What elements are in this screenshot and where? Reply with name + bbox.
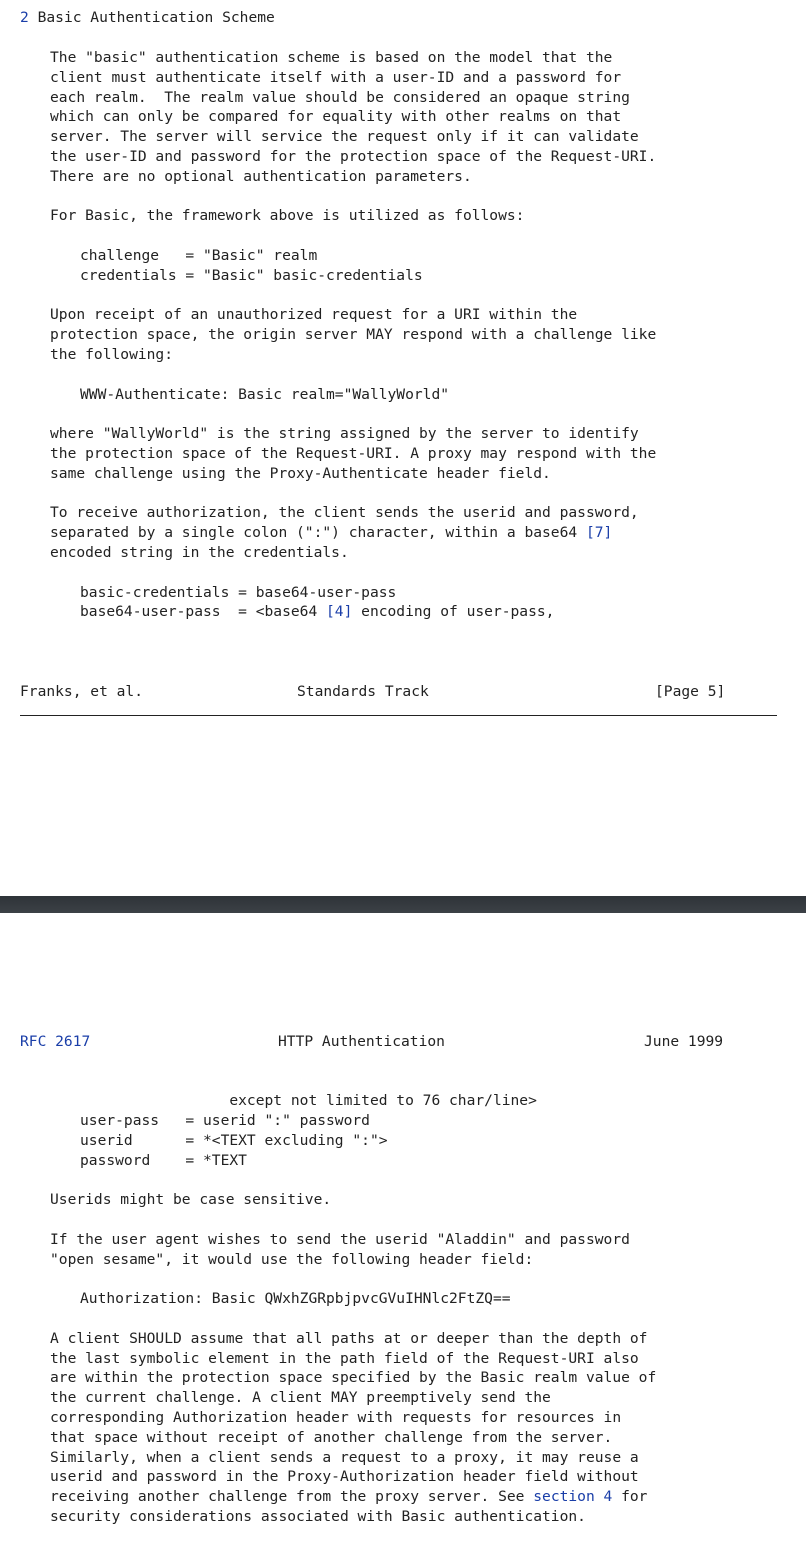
text-line: Similarly, when a client sends a request to a proxy, it may reuse a	[50, 1449, 639, 1466]
text-line	[50, 523, 612, 543]
text-line: Upon receipt of an unauthorized request for a URI within the	[50, 306, 578, 323]
grammar-line: userid = *<TEXT excluding ":">	[80, 1132, 388, 1149]
example-www-authenticate: WWW-Authenticate: Basic realm="WallyWorld"	[80, 386, 450, 403]
text-fragment: base64-user-pass = <base64	[80, 603, 327, 620]
text-line: are within the protection space specified by the Basic realm value of	[50, 1369, 657, 1386]
text-line: "open sesame", it would use the following header field:	[50, 1251, 534, 1268]
text-line: same challenge using the Proxy-Authenticate header field.	[50, 465, 551, 482]
text-line: protection space, the origin server MAY respond with a challenge like	[50, 326, 657, 343]
text-line: userid and password in the Proxy-Authorization header field without	[50, 1468, 639, 1485]
section-4-link[interactable]: section 4	[533, 1488, 613, 1505]
text-line: client must authenticate itself with a user-ID and a password for	[50, 69, 622, 86]
grammar-line: user-pass = userid ":" password	[80, 1112, 370, 1129]
text-fragment: receiving another challenge from the proxy server. See	[50, 1488, 534, 1505]
text-line: corresponding Authorization header with requests for resources in	[50, 1409, 622, 1426]
header-title: HTTP Authentication	[278, 1033, 445, 1050]
text-line: server. The server will service the request only if it can validate	[50, 128, 639, 145]
footer-authors: Franks, et al.	[20, 683, 144, 700]
example-authorization-header: Authorization: Basic QWxhZGRpbjpvcGVuIHNlc2FtZQ==	[80, 1290, 511, 1307]
text-line: the user-ID and password for the protection space of the Request-URI.	[50, 148, 657, 165]
paragraph-framework: For Basic, the framework above is utilized as follows:	[50, 207, 525, 224]
grammar-line: except not limited to 76 char/line>	[80, 1092, 537, 1109]
grammar-line: credentials = "Basic" basic-credentials	[80, 267, 423, 284]
page-break-separator	[0, 896, 806, 913]
reference-link-7[interactable]: [7]	[585, 524, 613, 541]
text-line: the protection space of the Request-URI. A proxy may respond with the	[50, 445, 657, 462]
text-fragment: separated by a single colon (":") character, within a base64	[50, 524, 586, 541]
text-line: where "WallyWorld" is the string assigned by the server to identify	[50, 425, 639, 442]
text-line: which can only be compared for equality with other realms on that	[50, 108, 622, 125]
grammar-line	[80, 602, 554, 622]
text-fragment: encoding of user-pass,	[352, 603, 555, 620]
text-line: A client SHOULD assume that all paths at or deeper than the depth of	[50, 1330, 648, 1347]
footer-page-number: [Page 5]	[655, 683, 726, 700]
text-line: each realm. The realm value should be considered an opaque string	[50, 89, 630, 106]
text-line: There are no optional authentication parameters.	[50, 168, 472, 185]
text-fragment: for	[612, 1488, 648, 1505]
section-number-link[interactable]: 2	[20, 9, 29, 26]
text-line: the current challenge. A client MAY preemptively send the	[50, 1389, 551, 1406]
grammar-line: basic-credentials = base64-user-pass	[80, 584, 397, 601]
text-line: The "basic" authentication scheme is based on the model that the	[50, 49, 613, 66]
text-line: security considerations associated with Basic authentication.	[50, 1508, 586, 1525]
grammar-line: challenge = "Basic" realm	[80, 247, 318, 264]
text-line: If the user agent wishes to send the userid "Aladdin" and password	[50, 1231, 630, 1248]
text-line: the last symbolic element in the path field of the Request-URI also	[50, 1350, 639, 1367]
rfc-number-link[interactable]: RFC 2617	[20, 1033, 91, 1050]
header-date: June 1999	[644, 1033, 724, 1050]
text-line: encoded string in the credentials.	[50, 544, 349, 561]
grammar-line: password = *TEXT	[80, 1152, 247, 1169]
paragraph-case-sensitive: Userids might be case sensitive.	[50, 1191, 332, 1208]
footer-status: Standards Track	[297, 683, 429, 700]
text-line: that space without receipt of another challenge from the server.	[50, 1429, 613, 1446]
section-title: Basic Authentication Scheme	[28, 9, 275, 26]
text-line: To receive authorization, the client sends the userid and password,	[50, 504, 639, 521]
page-divider-line	[20, 715, 777, 716]
section-heading	[20, 8, 275, 28]
text-line: the following:	[50, 346, 174, 363]
text-line	[50, 1487, 647, 1507]
reference-link-4[interactable]: [4]	[326, 603, 353, 620]
